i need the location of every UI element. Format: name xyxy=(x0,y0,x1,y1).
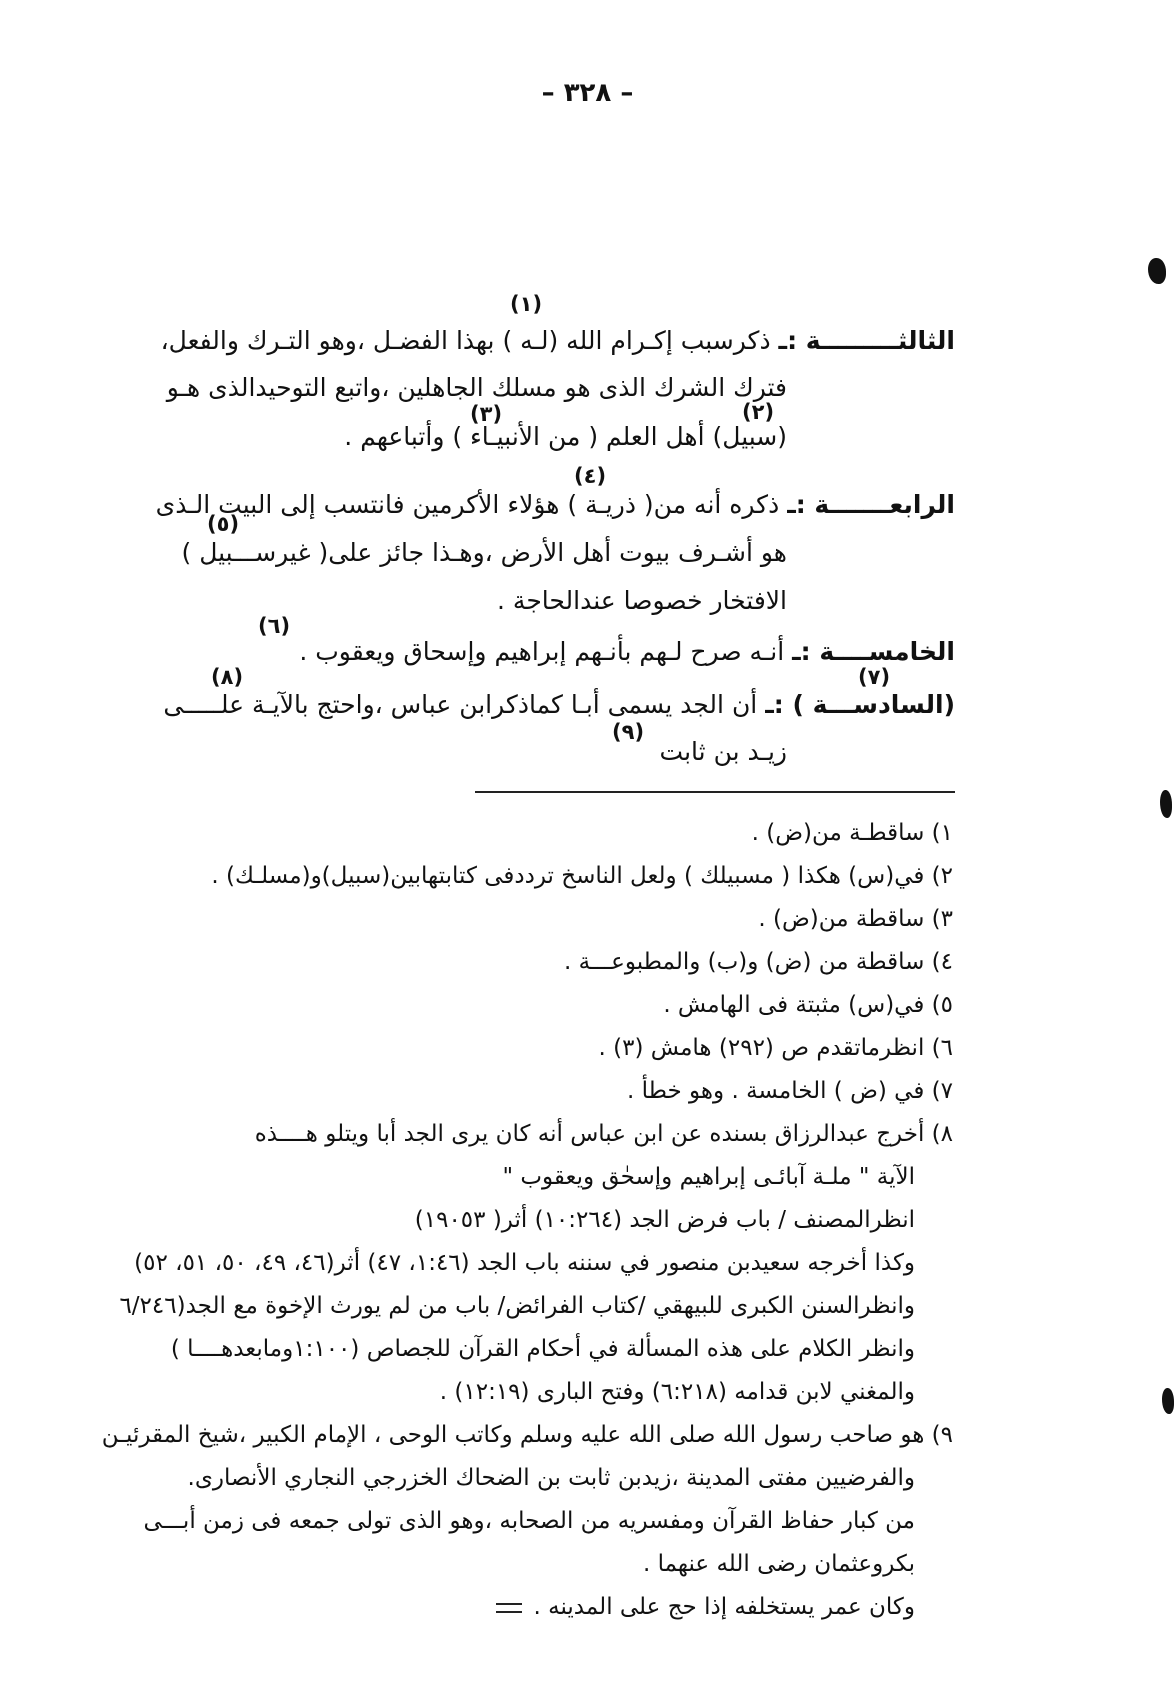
footnote-5: ٥) في(س) مثبتة فى الهامش . xyxy=(663,992,953,1018)
footnote-9-line: بكروعثمان رضى الله عنهما . xyxy=(642,1551,915,1577)
footnote-marker-9: (٩) xyxy=(612,720,645,744)
footnote-8-line: والمغني لابن قدامه (٦:٢١٨) وفتح البارى (١٢:١٩) . xyxy=(439,1379,915,1405)
body-text: ذكره أنه من( ذريـة ) هؤلاء الأكرمين فانتسب إلى البيت الـذى xyxy=(155,490,780,519)
section-label: الرابعـــــــة :ـ xyxy=(787,490,955,519)
footnote-6: ٦) انظرماتقدم ص (٢٩٢) هامش (٣) . xyxy=(598,1035,953,1061)
body-line xyxy=(161,326,955,356)
body-line: هو أشـرف بيوت أهل الأرض ،وهـذا جائز على( غيرســـبيل ) xyxy=(181,538,787,567)
section-label: الثالثـــــــــة :ـ xyxy=(778,326,955,355)
body-line: (سبيل) أهل العلم ( من الأنبيـاء ) وأتباعهم . xyxy=(344,422,787,451)
body-line xyxy=(163,690,955,720)
footnote-marker-8: (٨) xyxy=(211,665,244,689)
section-label: الخامســــة :ـ xyxy=(792,637,955,666)
body-text: ذكرسبب إكـرام الله (لـه ) بهذا الفضـل ،وهو التـرك والفعل، xyxy=(160,326,771,355)
body-line: فترك الشرك الذى هو مسلك الجاهلين ،واتبع التوحيدالذى هـو xyxy=(166,373,787,402)
footnote-marker-7: (٧) xyxy=(858,665,891,689)
footnote-8-line: الآية " ملـة آبائـى إبراهيم وإسحٰق ويعقوب " xyxy=(502,1164,915,1190)
footnote-9-line: والفرضيين مفتى المدينة ،زيدبن ثابت بن الضحاك الخزرجي النجاري الأنصارى. xyxy=(187,1465,915,1491)
body-text: أنـه صرح لـهم بأنـهم إبراهيم وإسحاق ويعقوب . xyxy=(299,637,785,666)
scan-blot xyxy=(1160,790,1172,818)
footnote-3: ٣) ساقطة من(ض) . xyxy=(758,906,953,932)
footnote-7: ٧) في (ض ) الخامسة . وهو خطأ . xyxy=(627,1078,953,1104)
footnote-9-line: من كبار حفاظ القرآن ومفسريه من الصحابه ،وهو الذى تولى جمعه فى زمن أبـــى xyxy=(143,1508,915,1534)
footnote-marker-2: (٢) xyxy=(742,400,775,424)
footnote-marker-5: (٥) xyxy=(207,512,240,536)
footnote-9: ٩) هو صاحب رسول الله صلى الله عليه وسلم وكاتب الوحى ، الإمام الكبير ،شيخ المقرئيـن xyxy=(101,1422,953,1448)
footnote-4: ٤) ساقطة من (ض) و(ب) والمطبوعـــة . xyxy=(563,949,953,975)
footnote-marker-6: (٦) xyxy=(258,614,291,638)
footnote-1: ١) ساقطـة من(ض) . xyxy=(751,820,953,846)
body-line: الافتخار خصوصا عندالحاجة . xyxy=(497,586,787,615)
section-label: (السادســـة ) :ـ xyxy=(765,690,955,719)
scan-blot xyxy=(1162,1388,1174,1414)
footnote-marker-1: (١) xyxy=(510,292,543,316)
footnote-2: ٢) في(س) هكذا ( مسبيلك ) ولعل الناسخ ترددفى كتابتهابين(سبيل)و(مسلـك) . xyxy=(211,863,953,889)
body-line xyxy=(299,637,955,667)
footnote-8-line: انظرالمصنف / باب فرض الجد (١٠:٢٦٤) أثر( ١٩٠٥٣) xyxy=(414,1207,915,1233)
scan-blot xyxy=(1148,258,1166,284)
continuation-mark xyxy=(496,1603,522,1613)
footnote-marker-3: (٣) xyxy=(470,402,503,426)
footnote-marker-4: (٤) xyxy=(574,464,607,488)
body-line xyxy=(156,490,955,520)
footnote-8: ٨) أخرج عبدالرزاق بسنده عن ابن عباس أنه كان يرى الجد أبا ويتلو هــــذه xyxy=(254,1121,953,1147)
footnote-9-text: وكان عمر يستخلفه إذا حج على المدينه . xyxy=(533,1594,915,1620)
page-number: – ٣٢٨ – xyxy=(541,78,634,108)
footnote-separator xyxy=(475,791,955,793)
footnote-8-line: وانظر الكلام على هذه المسألة في أحكام القرآن للجصاص (١:١٠٠ومابعدهــــا ) xyxy=(170,1336,915,1362)
body-line: زيـد بن ثابت xyxy=(659,737,787,766)
body-text: أن الجد يسمى أبـا كماذكرابن عباس ،واحتج بالآيـة علـــــى xyxy=(163,690,758,719)
footnote-8-line: وانظرالسنن الكبرى للبيهقي /كتاب الفرائض/ باب من لم يورث الإخوة مع الجد(٦/٢٤٦ xyxy=(119,1293,915,1319)
footnote-9-line xyxy=(496,1594,915,1622)
footnote-8-line: وكذا أخرجه سعيدبن منصور في سننه باب الجد (١:٤٦، ٤٧) أثر(٤٦، ٤٩، ٥٠، ٥١، ٥٢) xyxy=(134,1250,915,1276)
